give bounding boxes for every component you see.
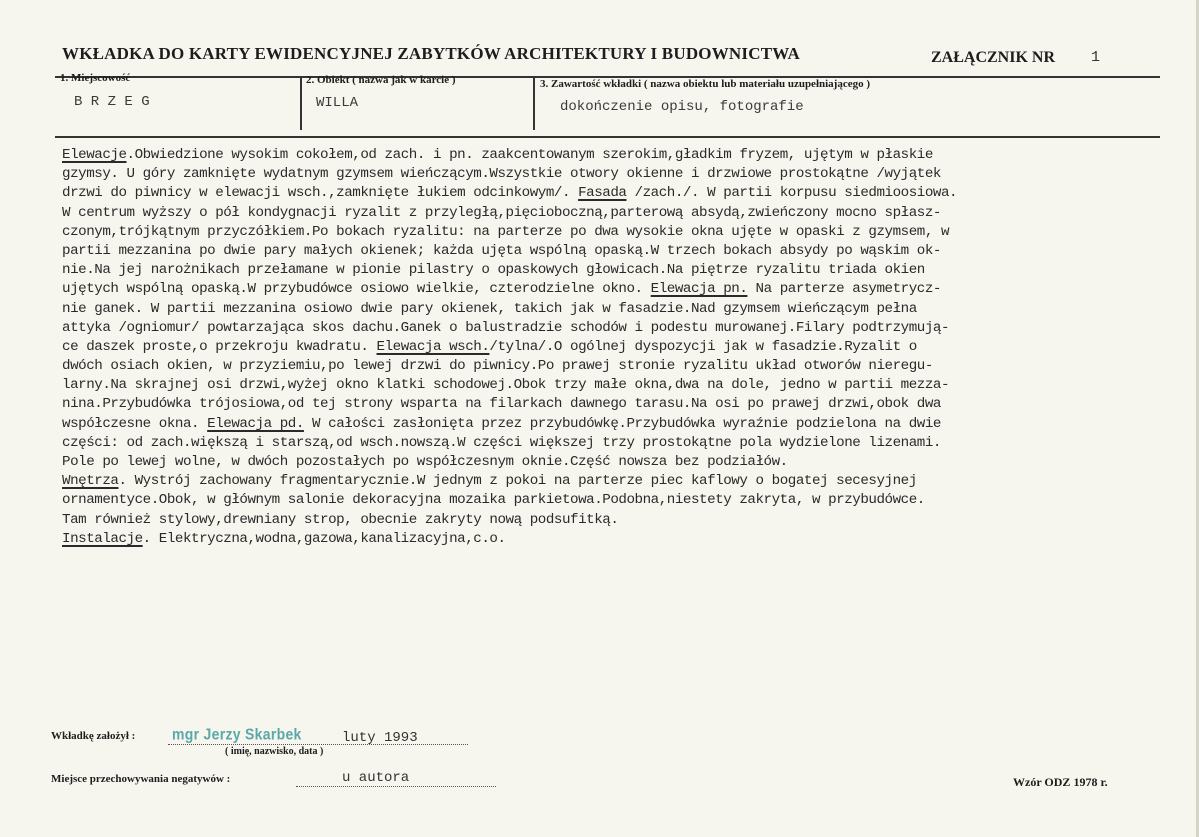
- column-divider-1: [300, 76, 302, 130]
- author-date: luty 1993: [342, 730, 418, 746]
- description-line: [62, 165, 1162, 184]
- negatives-value: u autora: [342, 770, 410, 786]
- description-text: [62, 146, 1162, 549]
- locality-value: B R Z E G: [74, 94, 150, 110]
- line-text: W całości zasłonięta przez przybudówkę.Przybudówka wyraźnie podzielona na dwie: [303, 415, 941, 432]
- description-line: [62, 357, 1162, 376]
- description-line: [62, 300, 1162, 319]
- description-line: [62, 511, 1162, 530]
- line-text: gzymsy. U góry zamknięte wydatnym gzymsem wieńczącym.Wszystkie otwory okienne i drzwiowe prostokątne /wyjątek: [62, 166, 941, 183]
- section-heading: Elewacja pn.: [650, 281, 748, 298]
- annex-number: 1: [1091, 49, 1101, 66]
- line-text: dwóch osiach okien, w przyziemiu,po lewej drzwi do piwnicy.Po prawej stronie ryzalitu układ otworów nieregu-: [62, 358, 933, 375]
- description-line: [62, 242, 1162, 261]
- object-value: WILLA: [316, 95, 359, 111]
- line-text: ce daszek proste,o przekroju kwadratu.: [62, 338, 377, 355]
- section-heading: Elewacje: [62, 147, 127, 163]
- description-line: [62, 319, 1162, 338]
- line-text: nie ganek. W partii mezzanina osiowo dwie pary okienek, takich jak w fasadzie.Nad gzymsem wieńczącym pełna: [62, 300, 917, 317]
- line-text: drzwi do piwnicy w elewacji wsch.,zamknięte łukiem odcinkowym/.: [62, 185, 579, 202]
- line-text: attyka /ogniomur/ powtarzająca skos dachu.Ganek o balustradzie schodów i podestu murowanej.Filary podtrzymują-: [62, 319, 950, 336]
- line-text: /tylna/.O ogólnej dyspozycji jak w fasadzie.Ryzalit o: [489, 338, 917, 355]
- description-line: [62, 223, 1162, 242]
- section-heading: Wnętrza: [62, 473, 119, 490]
- author-dotted-line: [168, 744, 468, 745]
- author-stamp: mgr Jerzy Skarbek: [172, 724, 302, 744]
- description-line: [62, 434, 1162, 453]
- page-title: WKŁADKA DO KARTY EWIDENCYJNEJ ZABYTKÓW ARCHITEKTURY I BUDOWNICTWA: [62, 44, 801, 63]
- description-line: [62, 395, 1162, 414]
- line-text: partii mezzanina po dwie pary małych okienek; każda ujęta wspólną opaską.W trzech bokach absydy po wąskim ok-: [62, 242, 941, 259]
- line-text: nina.Przybudówka trójosiowa,od tej strony wsparta na filarkach dawnego tarasu.Na osi po prawej drzwi,obok dwa: [62, 396, 941, 413]
- description-line: [62, 376, 1162, 395]
- section-heading: Elewacja wsch.: [376, 338, 490, 355]
- description-line: [62, 261, 1162, 280]
- description-line: [62, 146, 1162, 165]
- line-text: nie.Na jej narożnikach przełamane w pionie pilastry o opaskowych głowicach.Na piętrze ryzalitu triada okien: [62, 262, 925, 279]
- locality-label: 1. Miejscowość: [60, 72, 131, 84]
- line-text: ornamentyce.Obok, w głównym salonie dekoracyjna mozaika parkietowa.Podobna,niestety zakryta, w przybudówce.: [62, 492, 925, 509]
- author-caption: ( imię, nazwisko, data ): [225, 746, 324, 757]
- line-text: Na parterze asymetrycz-: [747, 281, 941, 298]
- line-text: /zach./. W partii korpusu siedmioosiowa.: [626, 185, 958, 202]
- section-heading: Instalacje: [62, 530, 143, 547]
- description-line: [62, 491, 1162, 510]
- description-line: [62, 453, 1162, 472]
- description-line: [62, 530, 1162, 549]
- line-text: W centrum wyższy o pół kondygnacji ryzalit z przyległą,pięcioboczną,parterową absydą,zwieńczony mocno spłasz-: [62, 204, 941, 221]
- annex-label: ZAŁĄCZNIK NR: [931, 49, 1056, 66]
- line-text: czonym,trójkątnym przyczółkiem.Po bokach ryzalitu: na parterze po dwa wysokie okna ujęte w opaski z gzymsem, w: [62, 223, 950, 240]
- section-heading: Fasada: [578, 185, 627, 202]
- description-line: [62, 204, 1162, 223]
- line-text: Tam również stylowy,drewniany strop, obecnie zakryty nową podsufitką.: [62, 511, 619, 528]
- section-heading: Elewacja pd.: [207, 415, 304, 432]
- description-line: [62, 415, 1162, 434]
- description-line: [62, 280, 1162, 299]
- line-text: larny.Na skrajnej osi drzwi,wyżej okno klatki schodowej.Obok trzy małe okna,dwa na dole, jedno w partii mezza-: [62, 377, 950, 394]
- description-line: [62, 472, 1162, 491]
- header-rule-bottom: [55, 136, 1160, 138]
- line-text: współczesne okna.: [62, 415, 208, 432]
- line-text: części: od zach.większą i starszą,od wsch.nowszą.W części większej trzy prostokątne pola wydzielone lizenami.: [62, 434, 941, 451]
- content-label: 3. Zawartość wkładki ( nazwa obiektu lub materiału uzupełniającego ): [540, 78, 871, 90]
- line-text: ujętych wspólną opaską.W przybudówce osiowo wielkie, czterodzielne okno.: [62, 281, 651, 298]
- line-text: .Obwiedzione wysokim cokołem,od zach. i pn. zaakcentowanym szerokim,gładkim fryzem, ujętym w płaskie: [126, 147, 933, 163]
- negatives-label: Miejsce przechowywania negatywów :: [51, 773, 231, 785]
- object-label: 2. Obiekt ( nazwa jak w karcie ): [306, 74, 456, 86]
- line-text: . Wystrój zachowany fragmentarycznie.W jednym z pokoi na parterze piec kaflowy o bogatej secesyjnej: [118, 473, 917, 490]
- line-text: . Elektryczna,wodna,gazowa,kanalizacyjna,c.o.: [142, 530, 506, 547]
- author-label: Wkładkę założył :: [51, 730, 136, 742]
- line-text: Pole po lewej wolne, w dwóch pozostałych po współczesnym oknie.Część nowsza bez podziałów.: [62, 454, 788, 470]
- description-line: [62, 338, 1162, 357]
- column-divider-2: [533, 76, 535, 130]
- form-reference: Wzór ODZ 1978 r.: [1013, 775, 1108, 789]
- negatives-dotted-line: [296, 786, 496, 787]
- description-line: [62, 184, 1162, 203]
- content-value: dokończenie opisu, fotografie: [560, 99, 804, 115]
